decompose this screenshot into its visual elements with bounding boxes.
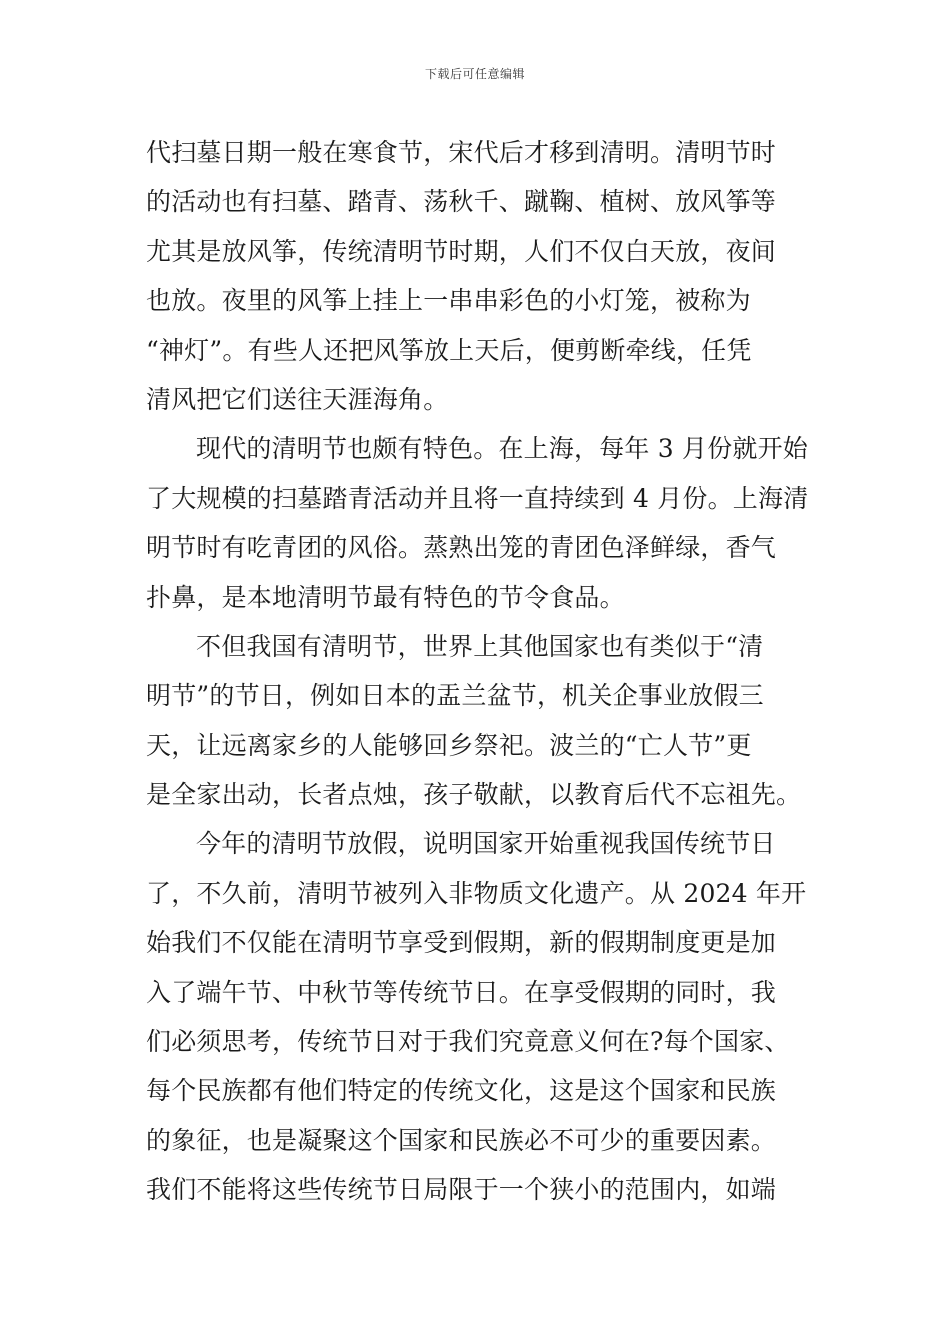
paragraph-start-line: 不但我国有清明节，世界上其他国家也有类似于“清 xyxy=(196,631,764,661)
text-line: 明节时有吃青团的风俗。蒸熟出笼的青团色泽鲜绿，香气 xyxy=(146,533,777,563)
paragraph-start-line: 现代的清明节也颇有特色。在上海，每年 3 月份就开始 xyxy=(196,434,809,464)
text-line: 也放。夜里的风筝上挂上一串串彩色的小灯笼，被称为 xyxy=(146,286,751,316)
text-line: 明节”的节日，例如日本的盂兰盆节，机关企事业放假三 xyxy=(146,681,764,711)
text-line: 入了端午节、中秋节等传统节日。在享受假期的同时，我 xyxy=(146,977,777,1007)
text-line: 代扫墓日期一般在寒食节，宋代后才移到清明。清明节时 xyxy=(146,138,777,167)
paragraph-start-line: 今年的清明节放假，说明国家开始重视我国传统节日 xyxy=(196,829,776,859)
text-line: 清风把它们送往天涯海角。 xyxy=(146,384,449,414)
text-line: 了大规模的扫墓踏青活动并且将一直持续到 4 月份。上海清 xyxy=(146,483,809,513)
text-line: 的活动也有扫墓、踏青、荡秋千、蹴鞠、植树、放风筝等 xyxy=(146,187,777,217)
text-line: 始我们不仅能在清明节享受到假期，新的假期制度更是加 xyxy=(146,928,777,958)
text-line: 天，让远离家乡的人能够回乡祭祀。波兰的“亡人节”更 xyxy=(146,730,752,760)
text-line: 的象征，也是凝聚这个国家和民族必不可少的重要因素。 xyxy=(146,1125,777,1155)
text-line: 扑鼻，是本地清明节最有特色的节令食品。 xyxy=(146,582,625,612)
text-line: 每个民族都有他们特定的传统文化，这是这个国家和民族 xyxy=(146,1076,777,1106)
page-header: 下载后可任意编辑 xyxy=(424,67,525,81)
body-text xyxy=(146,128,814,1215)
text-line: 了，不久前，清明节被列入非物质文化遗产。从 2024 年开 xyxy=(146,878,807,908)
text-line: 是全家出动，长者点烛，孩子敬献，以教育后代不忘祖先。 xyxy=(146,780,802,810)
text-line: 我们不能将这些传统节日局限于一个狭小的范围内，如端 xyxy=(146,1175,777,1205)
text-line: “神灯”。有些人还把风筝放上天后，便剪断牵线，任凭 xyxy=(146,335,752,365)
text-line: 们必须思考，传统节日对于我们究竟意义何在?每个国家、 xyxy=(146,1027,790,1057)
text-line: 尤其是放风筝，传统清明节时期，人们不仅白天放，夜间 xyxy=(146,236,777,266)
